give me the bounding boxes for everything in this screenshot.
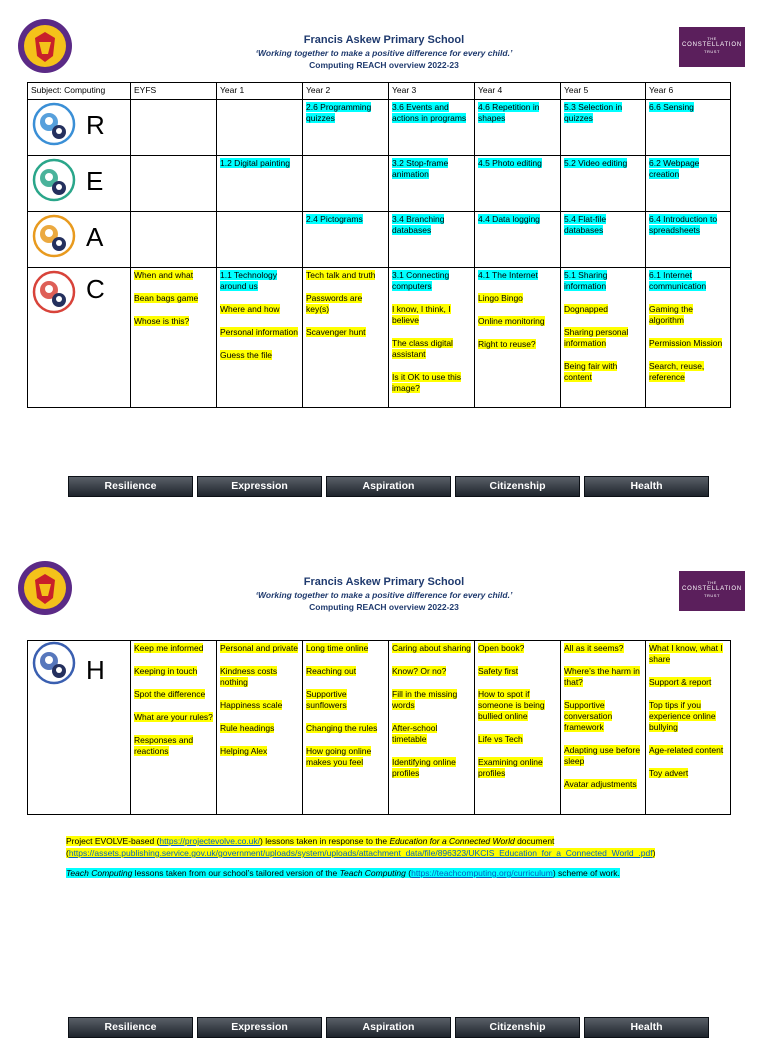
lesson-entry: [649, 768, 727, 779]
table-cell: [131, 268, 217, 408]
lesson-entry: [220, 666, 299, 688]
lesson-entry: [134, 293, 213, 304]
lesson-entry: [649, 745, 727, 756]
lesson-item: Responses and reactions: [134, 735, 194, 756]
lesson-item: 4.1 The Internet: [478, 270, 538, 280]
table-cell: [646, 100, 731, 156]
health-overview-table: [27, 640, 731, 815]
table-row: [28, 268, 731, 408]
nav-expression-button[interactable]: Expression: [197, 476, 322, 497]
teach-computing-link[interactable]: https://teachcomputing.org/curriculum: [411, 868, 553, 878]
lesson-entry: [220, 643, 299, 654]
reach-letter-cell: [28, 641, 131, 815]
lesson-item: Toy advert: [649, 768, 689, 778]
nav-resilience-button[interactable]: Resilience: [68, 476, 193, 497]
nav-health-button[interactable]: Health: [584, 476, 709, 497]
lesson-entry: [392, 666, 471, 677]
lesson-entry: [392, 757, 471, 779]
notes-section: [66, 835, 706, 887]
lesson-entry: [392, 214, 471, 236]
table-cell: [131, 212, 217, 268]
lesson-entry: [306, 214, 385, 225]
lesson-entry: [134, 270, 213, 281]
lesson-entry: [306, 327, 385, 338]
lesson-entry: [478, 339, 557, 350]
table-cell: [303, 156, 389, 212]
lesson-entry: [564, 666, 642, 688]
table-cell: [217, 156, 303, 212]
lesson-entry: [392, 338, 471, 360]
expression-badge-icon: [32, 158, 76, 202]
nav-aspiration-button[interactable]: Aspiration: [326, 476, 451, 497]
table-cell: [131, 641, 217, 815]
lesson-entry: [649, 270, 727, 292]
lesson-entry: [392, 158, 471, 180]
lesson-item: 2.4 Pictograms: [306, 214, 363, 224]
lesson-item: 6.2 Webpage creation: [649, 158, 700, 179]
lesson-entry: [649, 361, 727, 383]
lesson-item: Permission Mission: [649, 338, 723, 348]
lesson-entry: [564, 327, 642, 349]
column-header: Year 1: [217, 83, 303, 100]
lesson-entry: [564, 361, 642, 383]
lesson-entry: [306, 723, 385, 734]
reach-letter: C: [86, 274, 105, 304]
lesson-item: Passwords are key(s): [306, 293, 363, 314]
reach-letter-cell: [28, 156, 131, 212]
lesson-entry: [649, 338, 727, 349]
lesson-item: 5.4 Flat-file databases: [564, 214, 607, 235]
lesson-entry: [649, 700, 727, 733]
table-cell: [303, 641, 389, 815]
lesson-item: After-school timetable: [392, 723, 438, 744]
lesson-entry: [134, 735, 213, 757]
lesson-entry: [564, 304, 642, 315]
lesson-item: Helping Alex: [220, 746, 268, 756]
health-badge-icon: [32, 641, 76, 685]
lesson-item: Adapting use before sleep: [564, 745, 641, 766]
lesson-item: Where’s the harm in that?: [564, 666, 640, 687]
lesson-item: Changing the rules: [306, 723, 378, 733]
lesson-item: Where and how: [220, 304, 280, 314]
lesson-entry: [564, 643, 642, 654]
lesson-entry: [220, 350, 299, 361]
nav-aspiration-button[interactable]: Aspiration: [326, 1017, 451, 1038]
table-cell: [475, 100, 561, 156]
lesson-entry: [306, 270, 385, 281]
reach-overview-table: [27, 82, 731, 408]
lesson-item: Scavenger hunt: [306, 327, 366, 337]
lesson-entry: [564, 102, 642, 124]
nav-citizenship-button[interactable]: Citizenship: [455, 1017, 580, 1038]
lesson-entry: [478, 666, 557, 677]
lesson-entry: [478, 689, 557, 722]
lesson-entry: [134, 666, 213, 677]
table-cell: [646, 268, 731, 408]
table-cell: [646, 212, 731, 268]
constellation-trust-logo: THE CONSTELLATION TRUST: [679, 27, 745, 67]
lesson-entry: [478, 293, 557, 304]
lesson-item: Is it OK to use this image?: [392, 372, 461, 393]
lesson-item: 5.1 Sharing information: [564, 270, 608, 291]
school-motto: ‘Working together to make a positive difference for every child.’: [255, 590, 513, 600]
column-header: Year 5: [561, 83, 646, 100]
project-evolve-link[interactable]: https://projectevolve.co.uk/: [159, 836, 261, 846]
lesson-item: 1.2 Digital painting: [220, 158, 290, 168]
table-cell: [561, 156, 646, 212]
reach-letter: E: [86, 166, 104, 196]
table-cell: [561, 212, 646, 268]
column-header: Year 6: [646, 83, 731, 100]
lesson-item: Keeping in touch: [134, 666, 198, 676]
column-header: Year 2: [303, 83, 389, 100]
lesson-entry: [478, 270, 557, 281]
table-header-row: [28, 83, 731, 100]
table-cell: [217, 268, 303, 408]
lesson-item: Sharing personal information: [564, 327, 629, 348]
reach-nav-bar: [68, 476, 709, 497]
lesson-entry: [478, 214, 557, 225]
column-header: Year 4: [475, 83, 561, 100]
lesson-item: Open book?: [478, 643, 525, 653]
table-cell: [303, 212, 389, 268]
lesson-item: Safety first: [478, 666, 519, 676]
table-cell: [561, 100, 646, 156]
table-cell: [561, 641, 646, 815]
table-cell: [131, 100, 217, 156]
lesson-entry: [392, 304, 471, 326]
lesson-entry: [478, 102, 557, 124]
reach-letter-cell: [28, 100, 131, 156]
table-cell: [217, 212, 303, 268]
lesson-item: Fill in the missing words: [392, 689, 458, 710]
lesson-entry: [306, 643, 385, 654]
lesson-item: 5.2 Video editing: [564, 158, 628, 168]
lesson-entry: [392, 643, 471, 654]
lesson-item: Being fair with content: [564, 361, 618, 382]
school-name: Francis Askew Primary School: [303, 576, 465, 588]
lesson-entry: [220, 270, 299, 292]
lesson-entry: [306, 293, 385, 315]
lesson-entry: [478, 316, 557, 327]
school-name: Francis Askew Primary School: [303, 34, 465, 46]
lesson-entry: [134, 643, 213, 654]
lesson-entry: [220, 700, 299, 711]
school-motto: ‘Working together to make a positive difference for every child.’: [255, 48, 513, 58]
lesson-item: Know? Or no?: [392, 666, 447, 676]
lesson-entry: [134, 712, 213, 723]
lesson-entry: [478, 757, 557, 779]
lesson-item: 4.6 Repetition in shapes: [478, 102, 540, 123]
lesson-item: Examining online profiles: [478, 757, 543, 778]
lesson-entry: [306, 746, 385, 768]
table-row: [28, 641, 731, 815]
lesson-item: How to spot if someone is being bullied online: [478, 689, 545, 721]
lesson-entry: [306, 666, 385, 677]
resilience-badge-icon: [32, 102, 76, 146]
reach-nav-bar-bottom: [68, 1017, 709, 1038]
lesson-item: The class digital assistant: [392, 338, 453, 359]
nav-resilience-button[interactable]: Resilience: [68, 1017, 193, 1038]
lesson-item: Bean bags game: [134, 293, 199, 303]
teach-computing-note: Teach Computing lessons taken from our school’s tailored version of the Teach Computing (https://teachcomputing.org/curriculum) scheme of work.: [66, 868, 620, 878]
column-header: Subject: Computing: [28, 83, 131, 100]
lesson-item: Dognapped: [564, 304, 608, 314]
lesson-item: Support & report: [649, 677, 712, 687]
lesson-item: 3.4 Branching databases: [392, 214, 445, 235]
lesson-item: 4.5 Photo editing: [478, 158, 542, 168]
table-row: [28, 100, 731, 156]
lesson-item: Supportive conversation framework: [564, 700, 613, 732]
lesson-item: 3.2 Stop-frame animation: [392, 158, 449, 179]
column-header: EYFS: [131, 83, 217, 100]
column-header: Year 3: [389, 83, 475, 100]
lesson-item: Guess the file: [220, 350, 272, 360]
reach-letter: R: [86, 110, 105, 140]
lesson-entry: [220, 723, 299, 734]
lesson-item: Reaching out: [306, 666, 357, 676]
lesson-item: 6.4 Introduction to spreadsheets: [649, 214, 718, 235]
lesson-entry: [564, 700, 642, 733]
table-cell: [389, 212, 475, 268]
table-row: [28, 156, 731, 212]
table-cell: [303, 268, 389, 408]
lesson-item: When and what: [134, 270, 194, 280]
lesson-entry: [478, 158, 557, 169]
table-cell: [646, 641, 731, 815]
lesson-item: Personal information: [220, 327, 298, 337]
nav-expression-button[interactable]: Expression: [197, 1017, 322, 1038]
lesson-entry: [564, 270, 642, 292]
lesson-entry: [649, 102, 727, 113]
lesson-entry: [392, 102, 471, 124]
lesson-item: Online monitoring: [478, 316, 545, 326]
reach-letter-cell: [28, 212, 131, 268]
lesson-entry: [220, 158, 299, 169]
lesson-item: Personal and private: [220, 643, 298, 653]
aspiration-badge-icon: [32, 214, 76, 258]
table-cell: [389, 641, 475, 815]
lesson-entry: [220, 304, 299, 315]
lesson-entry: [134, 689, 213, 700]
lesson-entry: [392, 372, 471, 394]
lesson-item: Long time online: [306, 643, 369, 653]
constellation-trust-logo: THE CONSTELLATION TRUST: [679, 571, 745, 611]
reach-letter: H: [86, 655, 105, 685]
table-cell: [131, 156, 217, 212]
lesson-item: Gaming the algorithm: [649, 304, 693, 325]
table-cell: [475, 156, 561, 212]
table-row: [28, 212, 731, 268]
lesson-item: What I know, what I share: [649, 643, 723, 664]
reach-letter-cell: [28, 268, 131, 408]
table-cell: [389, 268, 475, 408]
nav-health-button[interactable]: Health: [584, 1017, 709, 1038]
lesson-entry: [564, 214, 642, 236]
lesson-entry: [649, 214, 727, 236]
reach-letter: A: [86, 222, 104, 252]
lesson-item: Keep me informed: [134, 643, 204, 653]
lesson-entry: [306, 689, 385, 711]
lesson-item: Spot the difference: [134, 689, 206, 699]
lesson-entry: [649, 677, 727, 688]
lesson-entry: [134, 316, 213, 327]
lesson-item: Search, reuse, reference: [649, 361, 705, 382]
lesson-entry: [220, 327, 299, 338]
lesson-item: Whose is this?: [134, 316, 190, 326]
lesson-item: Tech talk and truth: [306, 270, 376, 280]
lesson-item: All as it seems?: [564, 643, 624, 653]
citizenship-badge-icon: [32, 270, 76, 314]
lesson-entry: [478, 734, 557, 745]
lesson-item: 1.1 Technology around us: [220, 270, 278, 291]
lesson-entry: [306, 102, 385, 124]
evolve-note: Project EVOLVE-based (https://projectevolve.co.uk/) lessons taken in response to the Education for a Connected World document (https://assets.publishing.service.gov.uk/government/uploads/system/uploads/attachment_data/file/896323/UKCIS_Education_for_a_Connected_World_.pdf): [66, 836, 656, 858]
table-cell: [646, 156, 731, 212]
lesson-item: Avatar adjustments: [564, 779, 637, 789]
lesson-entry: [392, 689, 471, 711]
lesson-item: I know, I think, I believe: [392, 304, 451, 325]
connected-world-link[interactable]: https://assets.publishing.service.gov.uk/government/uploads/system/uploads/attachment_data/file/896323/UKCIS_Education_for_a_Connected_World_.pdf: [68, 848, 653, 858]
table-cell: [217, 100, 303, 156]
table-cell: [389, 156, 475, 212]
lesson-entry: [564, 158, 642, 169]
lesson-entry: [220, 746, 299, 757]
lesson-item: Right to reuse?: [478, 339, 536, 349]
lesson-entry: [649, 304, 727, 326]
lesson-entry: [649, 158, 727, 180]
table-cell: [303, 100, 389, 156]
table-cell: [561, 268, 646, 408]
table-cell: [475, 268, 561, 408]
lesson-item: What are your rules?: [134, 712, 213, 722]
lesson-item: Kindness costs nothing: [220, 666, 278, 687]
lesson-item: Supportive sunflowers: [306, 689, 347, 710]
lesson-item: 5.3 Selection in quizzes: [564, 102, 623, 123]
lesson-item: Happiness scale: [220, 700, 283, 710]
lesson-entry: [564, 779, 642, 790]
overview-title: Computing REACH overview 2022-23: [309, 602, 459, 612]
lesson-item: Life vs Tech: [478, 734, 523, 744]
nav-citizenship-button[interactable]: Citizenship: [455, 476, 580, 497]
lesson-item: 3.1 Connecting computers: [392, 270, 450, 291]
lesson-item: Age-related content: [649, 745, 724, 755]
lesson-item: 6.6 Sensing: [649, 102, 694, 112]
lesson-entry: [564, 745, 642, 767]
table-cell: [217, 641, 303, 815]
lesson-entry: [478, 643, 557, 654]
lesson-item: How going online makes you feel: [306, 746, 372, 767]
lesson-entry: [392, 270, 471, 292]
table-cell: [389, 100, 475, 156]
lesson-item: 2.6 Programming quizzes: [306, 102, 372, 123]
lesson-item: Caring about sharing: [392, 643, 471, 653]
table-cell: [475, 641, 561, 815]
lesson-item: 4.4 Data logging: [478, 214, 540, 224]
lesson-item: Identifying online profiles: [392, 757, 456, 778]
table-cell: [475, 212, 561, 268]
lesson-item: 6.1 Internet communication: [649, 270, 707, 291]
lesson-item: Top tips if you experience online bullying: [649, 700, 716, 732]
lesson-entry: [649, 643, 727, 665]
lesson-item: 3.6 Events and actions in programs: [392, 102, 467, 123]
lesson-entry: [392, 723, 471, 745]
lesson-item: Lingo Bingo: [478, 293, 523, 303]
lesson-item: Rule headings: [220, 723, 275, 733]
overview-title: Computing REACH overview 2022-23: [309, 60, 459, 70]
